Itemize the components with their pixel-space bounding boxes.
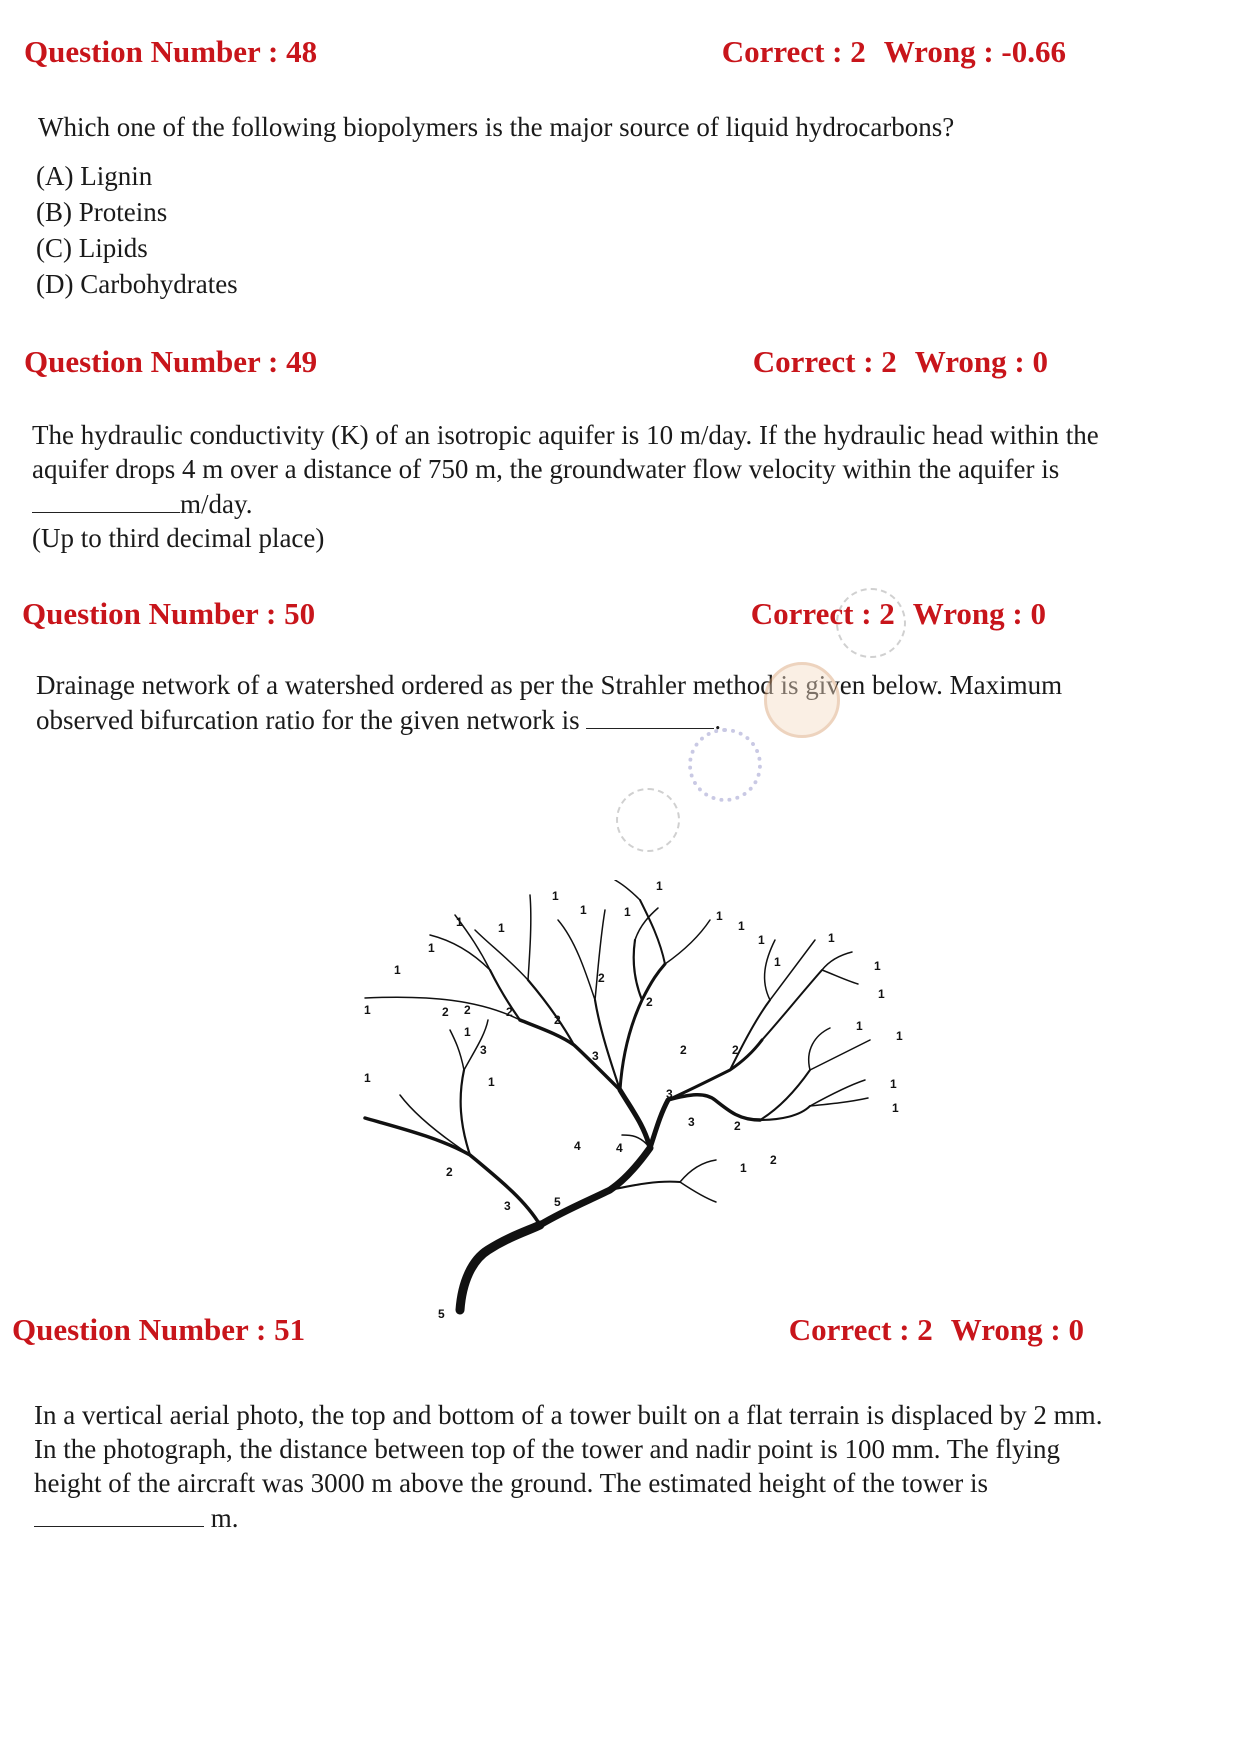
stream-order-5 xyxy=(460,1225,540,1310)
order-label: 1 xyxy=(456,915,463,929)
correct-marks: Correct : 2 xyxy=(788,1312,933,1347)
stream-order-1 xyxy=(615,880,640,900)
question-note: (Up to third decimal place) xyxy=(32,523,325,553)
stream-order-2 xyxy=(528,980,574,1045)
watermark-seal-icon xyxy=(616,788,680,852)
stream-order-1 xyxy=(822,970,858,984)
stream-order-5 xyxy=(540,1148,650,1225)
question-48-text: Which one of the following biopolymers is the major source of liquid hydrocarbons? xyxy=(38,112,955,142)
stream-order-1 xyxy=(475,930,528,980)
order-label: 1 xyxy=(580,903,587,917)
order-label: 2 xyxy=(598,971,605,985)
question-48-options xyxy=(36,158,238,302)
stream-order-4 xyxy=(620,1090,650,1148)
order-label: 5 xyxy=(554,1195,561,1209)
order-label: 1 xyxy=(740,1161,747,1175)
question-line: observed bifurcation ratio for the given network is . xyxy=(36,702,1062,737)
answer-blank[interactable] xyxy=(32,486,180,513)
order-label: 1 xyxy=(364,1003,371,1017)
order-label: 2 xyxy=(734,1119,741,1133)
order-label: 2 xyxy=(506,1005,513,1019)
stream-order-1 xyxy=(450,1030,464,1070)
order-label: 1 xyxy=(874,959,881,973)
order-label: 1 xyxy=(364,1071,371,1085)
watermark-gear-icon xyxy=(688,728,762,802)
order-label: 1 xyxy=(828,931,835,945)
question-51-text xyxy=(34,1398,1102,1535)
stream-order-1 xyxy=(595,910,605,1000)
answer-line xyxy=(34,1500,1102,1535)
blank-suffix: m/day. xyxy=(180,489,253,519)
order-label: 3 xyxy=(504,1199,511,1213)
wrong-marks: Wrong : -0.66 xyxy=(883,34,1066,69)
order-label: 1 xyxy=(758,933,765,947)
order-label: 1 xyxy=(774,955,781,969)
order-label: 3 xyxy=(592,1049,599,1063)
stream-order-1 xyxy=(822,952,852,970)
stream-order-2 xyxy=(640,900,665,964)
stream-order-1 xyxy=(680,1182,716,1202)
order-label: 2 xyxy=(446,1165,453,1179)
drainage-network-figure xyxy=(360,880,920,1320)
order-label: 1 xyxy=(498,921,505,935)
stream-order-2 xyxy=(634,940,642,1000)
stream-order-4 xyxy=(650,1100,668,1148)
answer-blank[interactable] xyxy=(34,1500,204,1527)
question-line: height of the aircraft was 3000 m above the ground. The estimated height of the tower is xyxy=(34,1468,988,1498)
blank-suffix: . xyxy=(714,705,722,735)
correct-marks: Correct : 2 xyxy=(750,596,895,631)
order-label: 2 xyxy=(680,1043,687,1057)
order-label: 4 xyxy=(616,1141,623,1155)
order-label: 3 xyxy=(666,1087,673,1101)
question-line: Drainage network of a watershed ordered as per the Strahler method is given below. Maximum xyxy=(36,670,1063,700)
question-49-heading: Question Number : 49 xyxy=(24,344,318,379)
option-a[interactable]: (A) Lignin xyxy=(36,161,153,191)
wrong-marks: Wrong : 0 xyxy=(914,344,1048,379)
correct-marks: Correct : 2 xyxy=(721,34,866,69)
order-label: 1 xyxy=(878,987,885,1001)
order-label: 2 xyxy=(646,995,653,1009)
order-label: 5 xyxy=(438,1307,445,1320)
order-label: 3 xyxy=(480,1043,487,1057)
stream-order-1 xyxy=(809,1028,830,1070)
answer-blank[interactable] xyxy=(586,702,714,729)
order-label: 1 xyxy=(892,1101,899,1115)
correct-marks: Correct : 2 xyxy=(752,344,897,379)
order-label: 1 xyxy=(624,905,631,919)
order-label: 2 xyxy=(732,1043,739,1057)
question-51-marks xyxy=(789,1312,1084,1348)
question-48-marks xyxy=(722,34,1066,70)
stream-order-1 xyxy=(765,940,775,1000)
stream-order-2 xyxy=(490,970,520,1020)
order-label: 1 xyxy=(738,919,745,933)
wrong-marks: Wrong : 0 xyxy=(912,596,1046,631)
answer-line xyxy=(32,486,1099,521)
order-label: 1 xyxy=(488,1075,495,1089)
stream-order-3 xyxy=(620,964,665,1090)
stream-order-2 xyxy=(461,1070,470,1155)
question-line: aquifer drops 4 m over a distance of 750 m, the groundwater flow velocity within the aquifer is xyxy=(32,454,1060,484)
stream-order-1 xyxy=(810,1080,865,1106)
stream-order-1 xyxy=(558,920,595,1000)
blank-suffix: m. xyxy=(210,1503,239,1533)
question-line: The hydraulic conductivity (K) of an isotropic aquifer is 10 m/day. If the hydraulic head within the xyxy=(32,420,1099,450)
order-label: 1 xyxy=(856,1019,863,1033)
order-label: 1 xyxy=(464,1025,471,1039)
order-label: 2 xyxy=(442,1005,449,1019)
watermark-seal-icon xyxy=(764,662,840,738)
option-b[interactable]: (B) Proteins xyxy=(36,197,168,227)
stream-order-1 xyxy=(770,940,815,1000)
question-line: In the photograph, the distance between top of the tower and nadir point is 100 mm. The flying xyxy=(34,1434,1061,1464)
question-50-text xyxy=(36,668,1062,737)
order-label: 2 xyxy=(554,1013,561,1027)
option-c[interactable]: (C) Lipids xyxy=(36,233,148,263)
order-label: 1 xyxy=(896,1029,903,1043)
order-label: 1 xyxy=(428,941,435,955)
question-49-text xyxy=(32,418,1099,555)
stream-order-3 xyxy=(520,1020,620,1090)
stream-order-2 xyxy=(760,1106,810,1120)
watermark-seal-icon xyxy=(836,588,906,658)
order-label: 1 xyxy=(890,1077,897,1091)
question-50-heading: Question Number : 50 xyxy=(22,596,316,631)
stream-order-1 xyxy=(528,895,531,980)
order-label: 3 xyxy=(688,1115,695,1129)
question-49-marks xyxy=(753,344,1048,380)
stream-order-2 xyxy=(730,1000,770,1070)
order-label: 1 xyxy=(394,963,401,977)
stream-order-1 xyxy=(810,1040,870,1070)
stream-order-1 xyxy=(680,1160,716,1182)
question-51-heading: Question Number : 51 xyxy=(12,1312,306,1347)
order-label: 1 xyxy=(716,909,723,923)
stream-order-1 xyxy=(665,920,710,964)
stream-order-1 xyxy=(400,1095,470,1155)
stream-order-3 xyxy=(668,1095,760,1120)
question-line: In a vertical aerial photo, the top and bottom of a tower built on a flat terrain is displaced by 2 mm. xyxy=(34,1400,1103,1430)
question-48-heading: Question Number : 48 xyxy=(24,34,318,69)
stream-order-2 xyxy=(762,970,822,1040)
order-label: 4 xyxy=(574,1139,581,1153)
order-label: 1 xyxy=(552,889,559,903)
order-label: 2 xyxy=(770,1153,777,1167)
order-label: 1 xyxy=(656,880,663,893)
order-label: 2 xyxy=(464,1003,471,1017)
option-d[interactable]: (D) Carbohydrates xyxy=(36,269,238,299)
wrong-marks: Wrong : 0 xyxy=(950,1312,1084,1347)
